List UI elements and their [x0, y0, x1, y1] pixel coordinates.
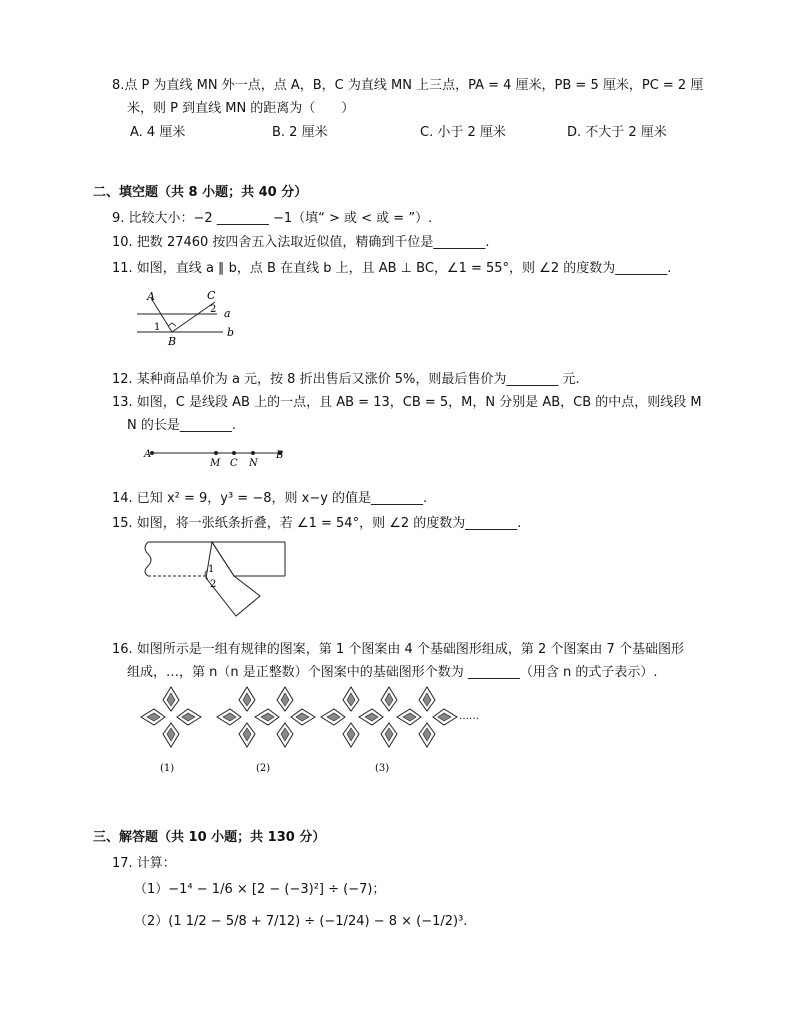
figure-15 [138, 532, 298, 622]
q13-line1: 13. 如图，C 是线段 AB 上的一点，且 AB = 13，CB = 5，M，N 分别是 AB，CB 的中点，则线段 M [112, 395, 702, 410]
q8-option-d: D. 不大于 2 厘米 [567, 125, 667, 140]
q8-option-c: C. 小于 2 厘米 [420, 125, 506, 140]
label-line-b: b [227, 326, 235, 339]
figure-13 [140, 444, 290, 468]
q16-line2: 组成，…，第 n（n 是正整数）个图案中的基础图形个数为 ________（用含 n 的式子表示）. [127, 665, 658, 680]
q15: 15. 如图，将一张纸条折叠，若 ∠1 = 54°，则 ∠2 的度数为________. [112, 516, 522, 531]
label-m: M [210, 458, 221, 468]
section-3-heading: 三、解答题（共 10 小题；共 130 分） [93, 830, 326, 845]
pattern-3 [321, 687, 457, 747]
right-angle-mark [168, 323, 176, 326]
label-angle-1: 1 [154, 322, 161, 333]
pattern-ellipsis: …… [459, 711, 479, 722]
label-angle-2: 2 [210, 304, 217, 315]
label-angle-1: 1 [208, 564, 215, 575]
q13-line2: N 的长是________. [127, 418, 236, 433]
label-b-point: B [168, 335, 177, 348]
pattern-1-label: (1) [160, 763, 175, 774]
pattern-3-label: (3) [375, 763, 390, 774]
q10: 10. 把数 27460 按四舍五入法取近似值，精确到千位是________. [112, 235, 490, 250]
label-n: N [249, 458, 258, 468]
q17-title: 17. 计算： [112, 856, 176, 871]
q11: 11. 如图，直线 a ∥ b，点 B 在直线 b 上，且 AB ⊥ BC，∠1 = 55°，则 ∠2 的度数为________. [112, 261, 672, 276]
segment-bc [172, 302, 215, 332]
point-n [251, 451, 255, 455]
pattern-2 [217, 687, 315, 747]
figure-16 [135, 685, 495, 780]
q8-option-b: B. 2 厘米 [272, 125, 328, 140]
label-angle-2: 2 [210, 579, 217, 590]
label-c: C [230, 458, 238, 468]
q14: 14. 已知 x² = 9，y³ = −8，则 x−y 的值是________. [112, 491, 428, 506]
label-b: B [276, 450, 284, 461]
q8-line2: 米，则 P 到直线 MN 的距离为（ ） [127, 101, 355, 116]
label-line-a: a [224, 307, 231, 320]
label-a-point: A [147, 290, 155, 303]
strip-torn-edge [145, 542, 151, 576]
label-a: A [144, 449, 152, 460]
q17-part2: （2）(1 1/2 − 5/8 + 7/12) ÷ (−1/24) − 8 × (−1/2)³. [134, 914, 468, 929]
section-2-heading: 二、填空题（共 8 小题；共 40 分） [93, 185, 308, 200]
q8-line1: 8.点 P 为直线 MN 外一点，点 A，B，C 为直线 MN 上三点，PA = 4 厘米，PB = 5 厘米，PC = 2 厘 [112, 78, 704, 93]
q17-part1: （1）−1⁴ − 1/6 × [2 − (−3)²] ÷ (−7)； [134, 882, 386, 897]
q12: 12. 某种商品单价为 a 元，按 8 折出售后又涨价 5%，则最后售价为________ 元. [112, 372, 580, 387]
q9: 9. 比较大小：−2 ________ −1（填“ > 或 < 或 = ”）. [112, 211, 433, 226]
point-m [214, 451, 218, 455]
q16-line1: 16. 如图所示是一组有规律的图案，第 1 个图案由 4 个基础图形组成，第 2 个图案由 7 个基础图形 [112, 642, 684, 657]
point-c [232, 451, 236, 455]
figure-11 [135, 288, 245, 348]
label-c-point: C [207, 289, 216, 302]
pattern-2-label: (2) [256, 763, 271, 774]
pattern-1 [141, 687, 201, 747]
q8-option-a: A. 4 厘米 [130, 125, 186, 140]
